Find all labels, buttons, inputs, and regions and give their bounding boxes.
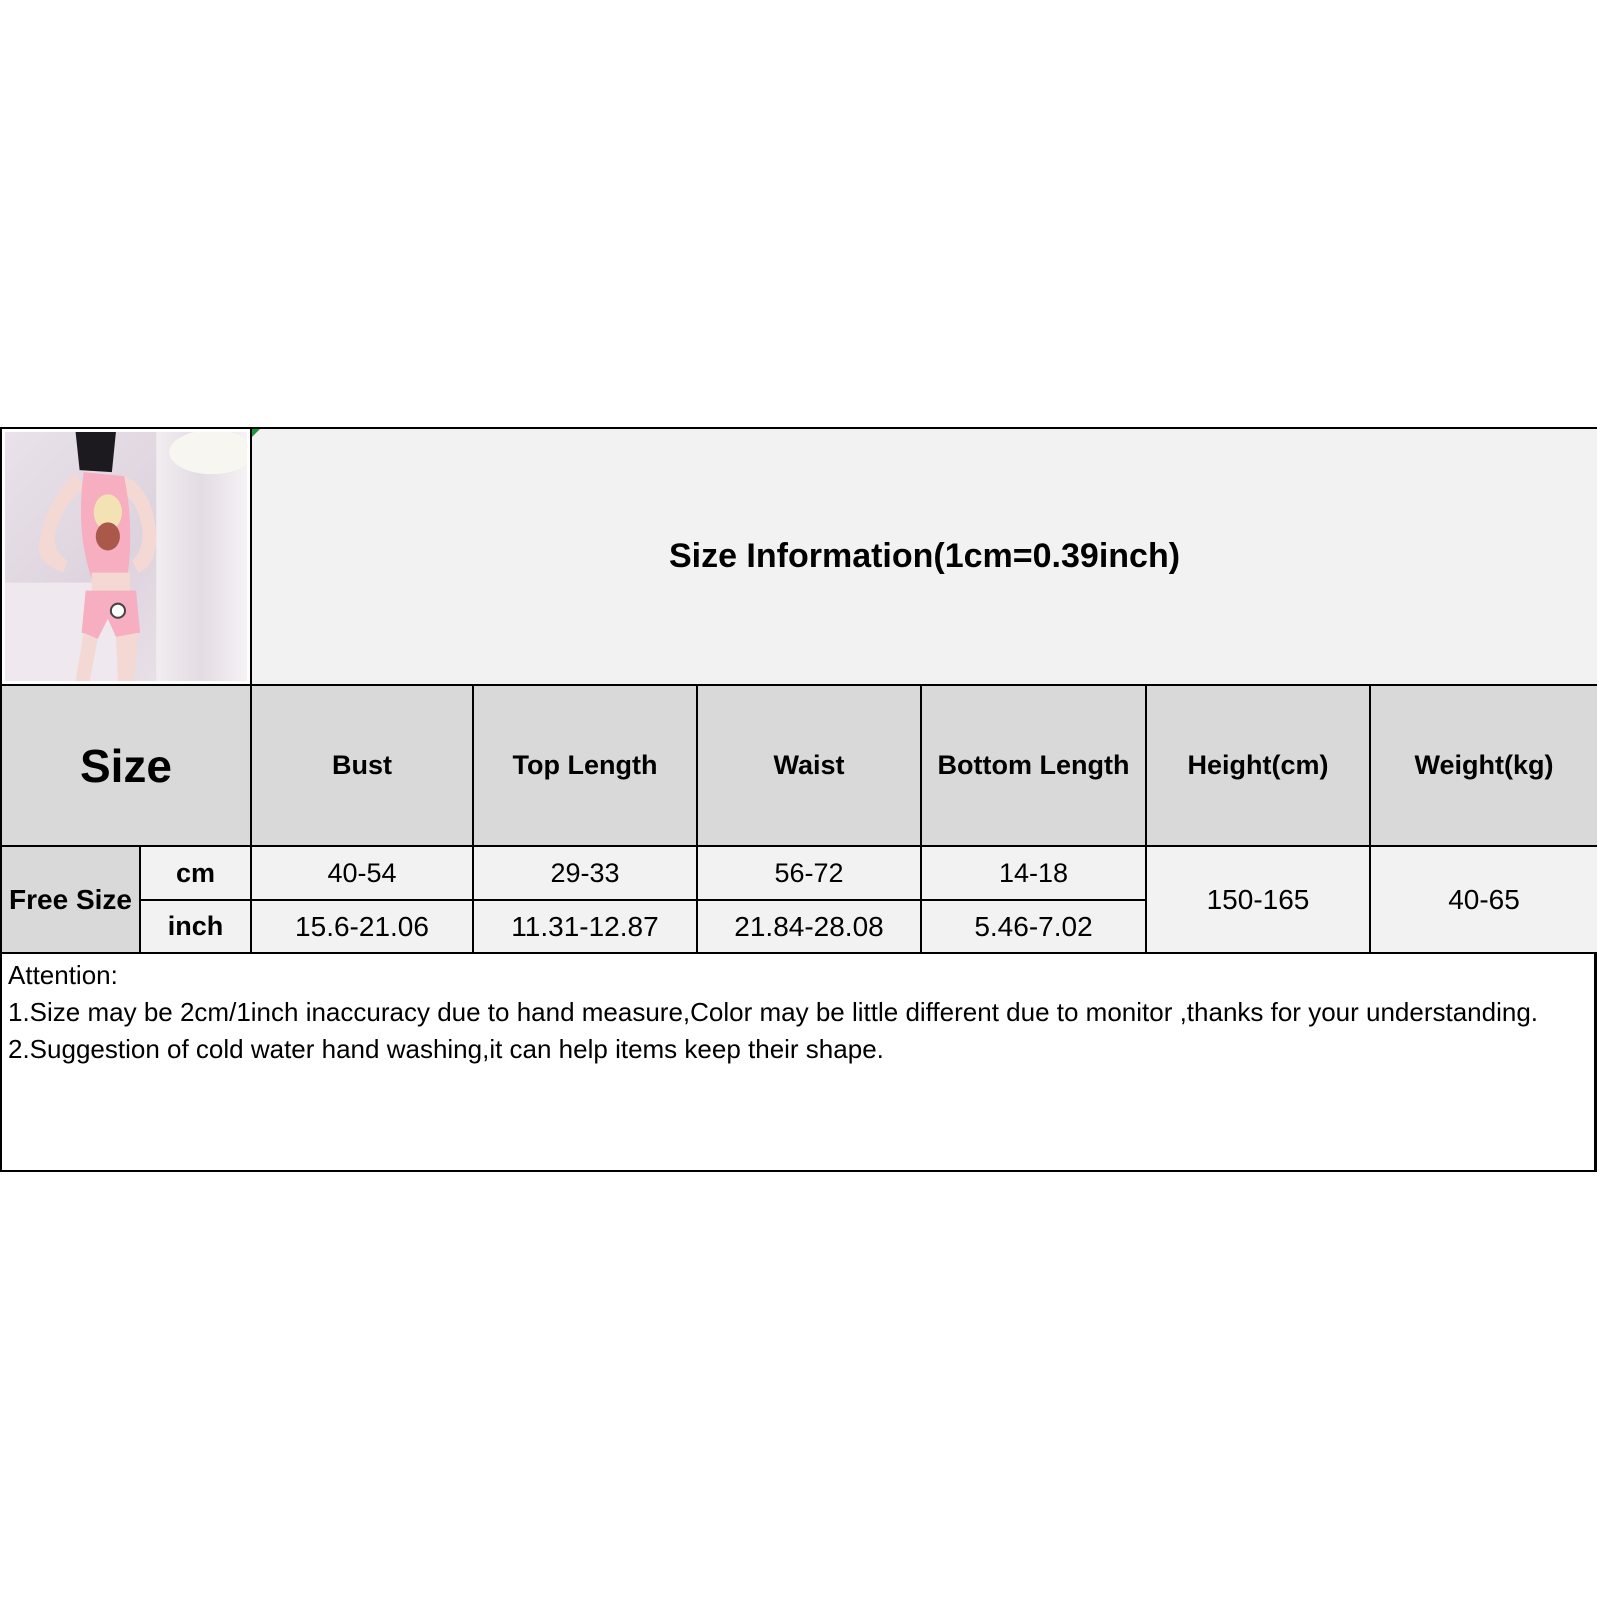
cm-bust: 40-54 (252, 847, 474, 901)
inch-waist: 21.84-28.08 (698, 901, 922, 954)
inch-bottom-length: 5.46-7.02 (922, 901, 1147, 954)
row-label-free-size: Free Size (2, 847, 141, 954)
header-waist: Waist (698, 686, 922, 847)
height-value: 150-165 (1147, 847, 1371, 954)
notes-line-2: 2.Suggestion of cold water hand washing,it can help items keep their shape. (8, 1034, 884, 1064)
model-photo-icon (5, 432, 247, 681)
inch-bust: 15.6-21.06 (252, 901, 474, 954)
header-bottom-length: Bottom Length (922, 686, 1147, 847)
cm-top-length: 29-33 (474, 847, 698, 901)
unit-cm: cm (141, 847, 252, 901)
size-header: Size (2, 686, 252, 847)
cm-waist: 56-72 (698, 847, 922, 901)
notes-line-1: 1.Size may be 2cm/1inch inaccuracy due to hand measure,Color may be little different due to monitor ,thanks for your understanding. (8, 997, 1539, 1027)
cm-bottom-length: 14-18 (922, 847, 1147, 901)
page-title: Size Information(1cm=0.39inch) (252, 429, 1597, 686)
header-height: Height(cm) (1147, 686, 1371, 847)
attention-notes (2, 954, 1594, 1071)
header-top-length: Top Length (474, 686, 698, 847)
size-chart (0, 427, 1597, 1172)
weight-value: 40-65 (1371, 847, 1597, 954)
notes-heading: Attention: (8, 960, 118, 990)
product-photo (2, 429, 252, 686)
header-bust: Bust (252, 686, 474, 847)
inch-top-length: 11.31-12.87 (474, 901, 698, 954)
header-weight: Weight(kg) (1371, 686, 1597, 847)
corner-marker (252, 429, 260, 437)
unit-inch: inch (141, 901, 252, 954)
